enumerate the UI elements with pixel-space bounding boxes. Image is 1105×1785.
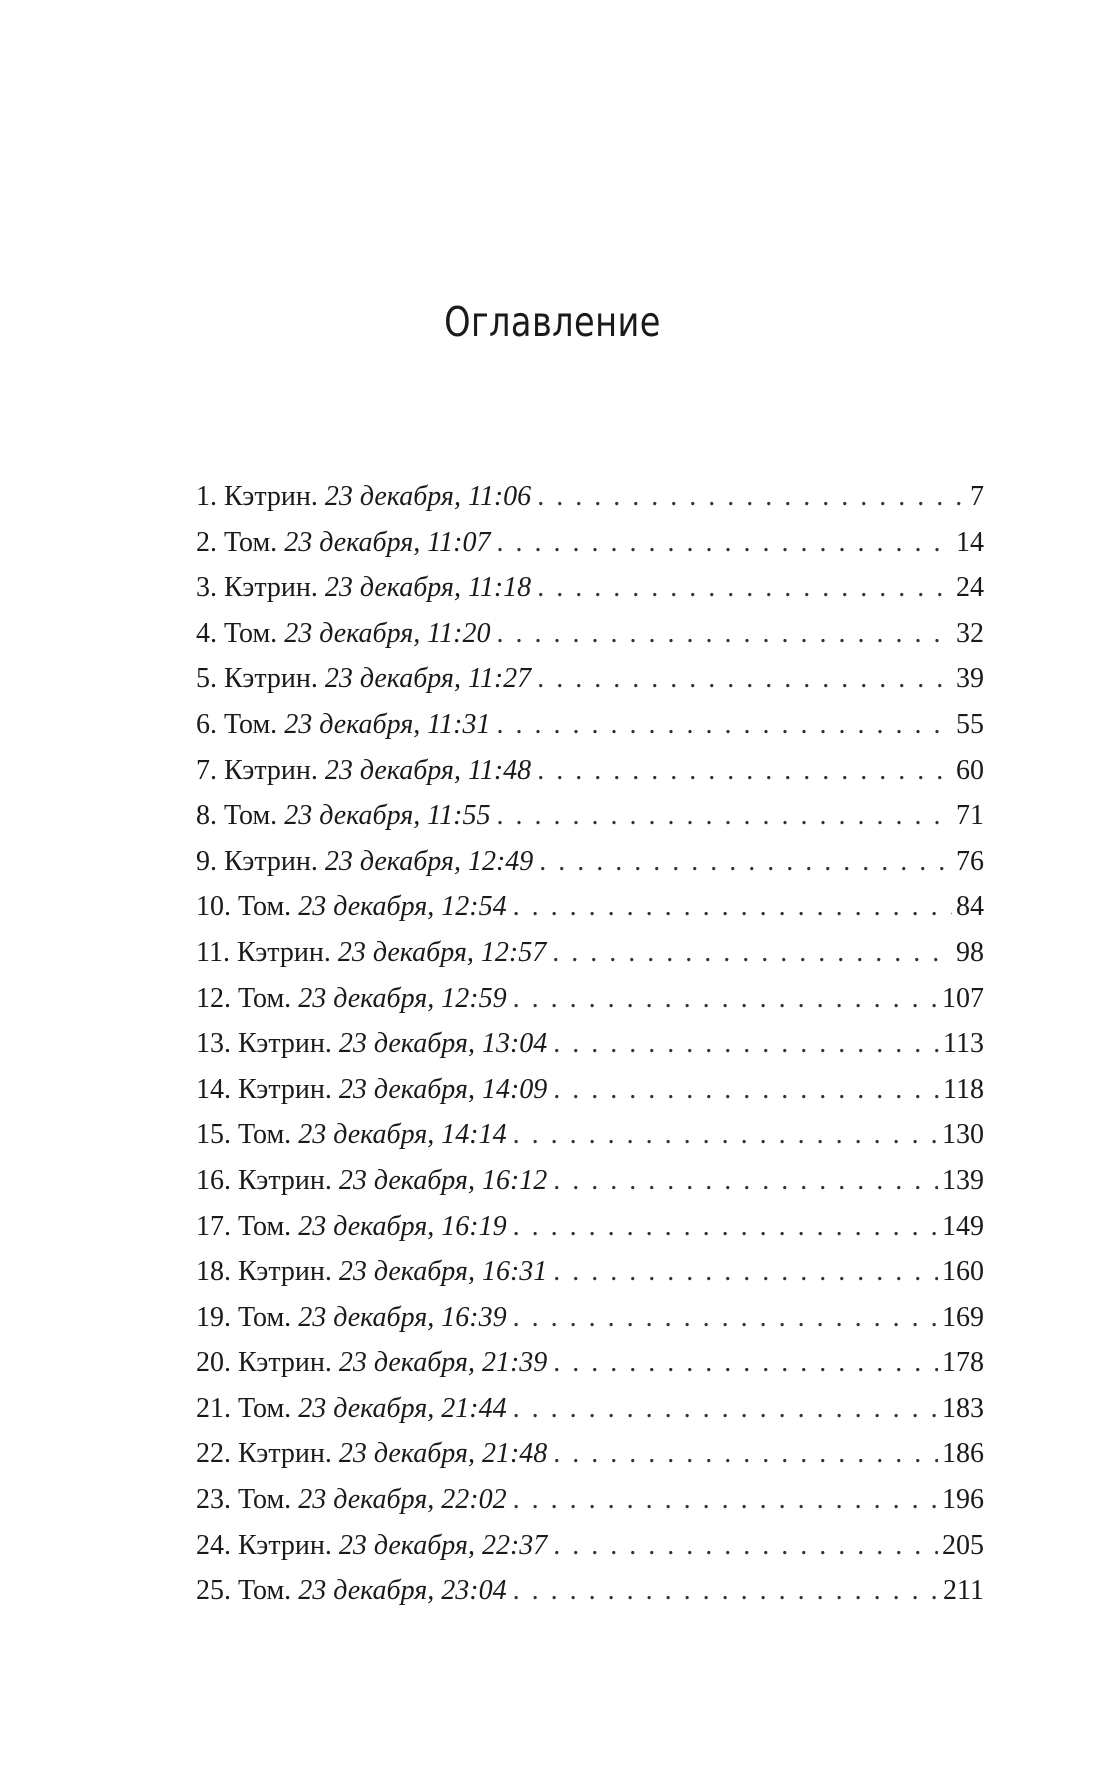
toc-entry-page: 24	[956, 572, 984, 604]
toc-entry-page: 107	[942, 982, 984, 1014]
toc-entry	[196, 1204, 984, 1250]
toc-entry-label: 10. Том.	[196, 891, 292, 923]
toc-entry-label: 18. Кэтрин.	[196, 1256, 332, 1288]
toc-entry-label: 13. Кэтрин.	[196, 1028, 332, 1060]
toc-entry-page: 118	[943, 1073, 984, 1105]
toc-entry-title	[196, 565, 531, 611]
toc-entry-time: 23 декабря, 13:04	[338, 1028, 548, 1060]
toc-entry-label: 1. Кэтрин.	[196, 481, 318, 512]
dot-leader	[497, 611, 953, 657]
toc-entry-page: 139	[942, 1164, 984, 1196]
toc-entry-time: 23 декабря, 21:44	[298, 1392, 507, 1424]
toc-entry	[196, 1568, 984, 1614]
toc-entry-page: 76	[956, 845, 984, 877]
toc-entry-time: 23 декабря, 11:31	[284, 708, 491, 740]
toc-entry-title	[196, 520, 491, 566]
toc-entry	[196, 748, 984, 794]
toc-entry-time: 23 декабря, 11:27	[324, 663, 532, 695]
toc-entry-time: 23 декабря, 23:04	[298, 1575, 507, 1607]
toc-entry-time: 23 декабря, 16:19	[298, 1210, 507, 1242]
toc-entry-page: 149	[942, 1210, 984, 1242]
toc-entry	[196, 1340, 984, 1386]
toc-entry-label: 4. Том.	[196, 617, 278, 649]
toc-entry-label: 16. Кэтрин.	[196, 1164, 332, 1196]
dot-leader	[553, 1067, 939, 1113]
toc-entry-time: 23 декабря, 11:48	[324, 754, 532, 786]
toc-entry-title	[196, 748, 531, 794]
toc-entry-title	[196, 1112, 507, 1158]
dot-leader	[513, 884, 952, 930]
dot-leader	[553, 1249, 938, 1295]
toc-entry-label: 6. Том.	[196, 708, 278, 740]
toc-entry-page: 113	[943, 1028, 984, 1060]
toc-entry-time: 23 декабря, 22:37	[338, 1529, 548, 1561]
toc-entry-title	[196, 930, 546, 976]
dot-leader	[552, 930, 952, 976]
toc-entry-page: 183	[942, 1392, 984, 1424]
toc-entry-title	[196, 474, 531, 520]
dot-leader	[497, 520, 953, 566]
toc-entry-title	[196, 702, 491, 748]
dot-leader	[497, 793, 953, 839]
toc-entry-label: 12. Том.	[196, 982, 292, 1014]
toc-entry-title	[196, 839, 533, 885]
toc-entry	[196, 565, 984, 611]
toc-entry-page: 211	[943, 1575, 984, 1607]
toc-entry-title	[196, 1431, 547, 1477]
toc-entry-page: 71	[956, 800, 984, 832]
toc-entry-label: 15. Том.	[196, 1119, 292, 1151]
toc-entry-time: 23 декабря, 21:39	[338, 1347, 548, 1379]
page-title: Оглавление	[444, 298, 661, 346]
toc-entry-title	[196, 1386, 507, 1432]
toc-entry-title	[196, 1021, 547, 1067]
toc-entry-time: 23 декабря, 11:07	[284, 526, 491, 558]
toc-entry-time: 23 декабря, 12:49	[324, 845, 534, 877]
toc-entry	[196, 474, 984, 520]
toc-entry-page: 7	[970, 481, 984, 512]
toc-entry-page: 39	[956, 663, 984, 695]
toc-entry-title	[196, 1204, 507, 1250]
toc-entry-title	[196, 611, 491, 657]
dot-leader	[513, 1204, 938, 1250]
toc-entry-title	[196, 1295, 507, 1341]
toc-entry	[196, 1249, 984, 1295]
toc-entry-label: 25. Том.	[196, 1575, 292, 1607]
table-of-contents	[196, 474, 984, 1614]
dot-leader	[553, 1523, 938, 1569]
toc-entry	[196, 793, 984, 839]
toc-entry-label: 21. Том.	[196, 1392, 292, 1424]
toc-entry	[196, 839, 984, 885]
toc-entry-label: 8. Том.	[196, 800, 278, 832]
toc-entry	[196, 976, 984, 1022]
toc-entry	[196, 1295, 984, 1341]
dot-leader	[553, 1158, 938, 1204]
dot-leader	[537, 656, 952, 702]
dot-leader	[513, 1477, 938, 1523]
dot-leader	[513, 1568, 939, 1614]
toc-entry-time: 23 декабря, 12:57	[337, 936, 547, 968]
toc-entry-time: 23 декабря, 14:14	[298, 1119, 507, 1151]
toc-entry-label: 23. Том.	[196, 1484, 292, 1516]
toc-entry-label: 14. Кэтрин.	[196, 1073, 332, 1105]
toc-entry	[196, 1431, 984, 1477]
toc-entry	[196, 656, 984, 702]
toc-entry-label: 11. Кэтрин.	[196, 936, 331, 968]
toc-entry-page: 169	[942, 1301, 984, 1333]
toc-entry-page: 186	[942, 1438, 984, 1470]
dot-leader	[537, 474, 966, 520]
toc-entry-page: 14	[956, 526, 984, 558]
toc-entry-title	[196, 656, 531, 702]
toc-entry-time: 23 декабря, 12:59	[298, 982, 507, 1014]
toc-entry-time: 23 декабря, 11:06	[324, 481, 532, 512]
toc-entry-page: 178	[942, 1347, 984, 1379]
dot-leader	[553, 1021, 939, 1067]
dot-leader	[497, 702, 953, 748]
toc-entry-page: 160	[942, 1256, 984, 1288]
toc-entry-label: 2. Том.	[196, 526, 278, 558]
toc-entry-label: 22. Кэтрин.	[196, 1438, 332, 1470]
dot-leader	[513, 1112, 938, 1158]
toc-entry-label: 9. Кэтрин.	[196, 845, 318, 877]
toc-entry	[196, 1021, 984, 1067]
toc-entry-page: 55	[956, 708, 984, 740]
toc-entry-time: 23 декабря, 22:02	[298, 1484, 507, 1516]
toc-entry	[196, 1386, 984, 1432]
toc-entry-title	[196, 1523, 547, 1569]
toc-entry-time: 23 декабря, 12:54	[298, 891, 507, 923]
toc-entry-time: 23 декабря, 16:12	[338, 1164, 548, 1196]
toc-entry-time: 23 декабря, 11:18	[324, 572, 532, 604]
dot-leader	[537, 565, 952, 611]
toc-entry-page: 98	[956, 936, 984, 968]
toc-entry-title	[196, 884, 507, 930]
toc-entry-time: 23 декабря, 14:09	[338, 1073, 548, 1105]
dot-leader	[513, 976, 938, 1022]
toc-entry-time: 23 декабря, 16:39	[298, 1301, 507, 1333]
toc-entry-title	[196, 1158, 547, 1204]
toc-entry-time: 23 декабря, 11:55	[284, 800, 491, 832]
toc-entry-label: 17. Том.	[196, 1210, 292, 1242]
toc-entry-time: 23 декабря, 11:20	[284, 617, 491, 649]
toc-entry-time: 23 декабря, 21:48	[338, 1438, 548, 1470]
toc-entry	[196, 520, 984, 566]
toc-entry-page: 32	[956, 617, 984, 649]
toc-entry	[196, 1158, 984, 1204]
toc-entry	[196, 1067, 984, 1113]
dot-leader	[513, 1295, 938, 1341]
toc-entry	[196, 611, 984, 657]
toc-entry-title	[196, 976, 507, 1022]
toc-entry-label: 20. Кэтрин.	[196, 1347, 332, 1379]
toc-entry-title	[196, 1477, 507, 1523]
toc-entry	[196, 702, 984, 748]
dot-leader	[513, 1386, 938, 1432]
toc-entry-title	[196, 1568, 507, 1614]
toc-entry-page: 205	[942, 1529, 984, 1561]
toc-entry-label: 5. Кэтрин.	[196, 663, 318, 695]
toc-entry-title	[196, 1340, 547, 1386]
toc-entry	[196, 1477, 984, 1523]
toc-entry-page: 130	[942, 1119, 984, 1151]
toc-entry-time: 23 декабря, 16:31	[338, 1256, 548, 1288]
toc-entry-title	[196, 1067, 547, 1113]
dot-leader	[553, 1340, 938, 1386]
toc-entry-label: 19. Том.	[196, 1301, 292, 1333]
toc-entry-page: 196	[942, 1484, 984, 1516]
toc-entry	[196, 1523, 984, 1569]
toc-entry-label: 3. Кэтрин.	[196, 572, 318, 604]
toc-entry-page: 84	[956, 891, 984, 923]
toc-entry-page: 60	[956, 754, 984, 786]
toc-entry	[196, 1112, 984, 1158]
toc-entry-label: 7. Кэтрин.	[196, 754, 318, 786]
toc-entry-title	[196, 793, 491, 839]
dot-leader	[553, 1431, 938, 1477]
dot-leader	[537, 748, 952, 794]
toc-entry-label: 24. Кэтрин.	[196, 1529, 332, 1561]
dot-leader	[539, 839, 952, 885]
toc-entry-title	[196, 1249, 547, 1295]
toc-entry	[196, 884, 984, 930]
toc-entry	[196, 930, 984, 976]
